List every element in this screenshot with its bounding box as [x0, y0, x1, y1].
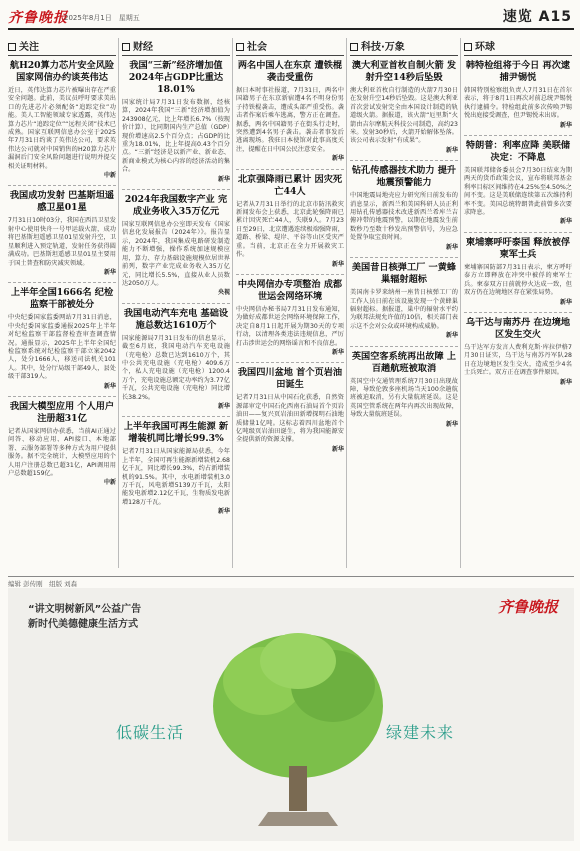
- story-headline[interactable]: 美国昔日核弹工厂 一黄蜂巢辐射超标: [351, 262, 457, 286]
- square-bullet-icon: [464, 43, 472, 51]
- ad-left-slogan: 低碳生活: [116, 723, 185, 742]
- story-body-text: 国家统计局7月31日发布数据，经核算，2024年我国“三新”经济增加值为243908亿元，比上年增长6.7%（按现价计算），比同期国内生产总值（GDP）现价增速高2.5个百分点；占GDP的比重为18.01%，比上年提高0.43个百分点。“三新”经济是以新产业、新业态、新商业模式为核心内容的经济活动的集合。: [122, 99, 230, 174]
- story-body: [236, 87, 344, 164]
- story-body: [8, 314, 116, 391]
- ad-campaign-title: “讲文明树新风”公益广告: [28, 604, 142, 615]
- news-story: [236, 279, 344, 357]
- story-body: [350, 378, 458, 429]
- story-credit: 新华: [217, 175, 230, 183]
- story-body-text: 柬埔寨国防部7月31日表示，柬方呼吁泰方立即释放在冲突中被俘的柬军士兵。柬泰双方日前就停火达成一致，但双方仍在边境地区存在紧张局势。: [464, 263, 572, 297]
- story-body-text: 中央纪委国家监委网站7月31日消息，中央纪委国家监委通报2025年上半年对纪检监察干部监督检查审查调查情况。通报显示，2025年上半年全国纪检监察系统对纪检监察干部立案2042人，处分1666人，移送司法机关101人。其中，处分厅局级干部49人，县处级干部319人。: [8, 314, 116, 381]
- story-body-text: 据日本时事社报道，7月31日，两名中国籍男子在东京新宿遭4名不明身份男子持铁棍袭击，遭成头部严重受伤。袭击者作案后乘车逃离，警方正在调查。据悉，两名中国籍男子在街头行走时，突然遭到4名男子袭击。袭击者事发后逃离现场。我驻日本使馆对此事高度关注，提醒在日中国公民注意安全。: [236, 87, 344, 153]
- story-divider: [464, 232, 572, 233]
- column-rule: [346, 38, 347, 568]
- column-header-label: 科技·万象: [361, 42, 405, 53]
- news-story: [464, 237, 572, 307]
- story-body: [8, 87, 116, 180]
- news-column: [350, 38, 458, 568]
- news-story: [122, 60, 230, 184]
- story-body-text: 乌干达军方发言人费利克斯·库拉伊格7月30日证实，乌干达与南苏丹军队28日在边境地区发生交火，造成至少4名士兵死亡。双方正在调查事件原因。: [464, 343, 572, 377]
- story-credit: 新华: [559, 298, 572, 306]
- column-header: [8, 38, 116, 56]
- story-divider: [350, 160, 458, 161]
- story-headline[interactable]: 中央网信办专项整治 成都世运会网络环境: [237, 278, 343, 302]
- story-headline[interactable]: 乌干达与南苏丹 在边境地区发生交火: [465, 316, 571, 340]
- news-column: [8, 38, 116, 568]
- story-headline[interactable]: 特朗普：利率应降 美联储决定：不降息: [465, 140, 571, 164]
- news-story: [350, 165, 458, 252]
- story-body-text: 澳大利亚首枚自行制造的火箭7月30日在发射升空14秒后坠毁。这是澳大利亚首次尝试发射完全由本国设计制造的轨道级火箭。据报道，该火箭“厄里斯”火箭由吉尔摩航天科技公司制造，高约23米。发射30秒后，火箭开始解体坠落。该公司表示发射“有成果”。: [350, 87, 458, 145]
- story-divider: [464, 135, 572, 136]
- story-body-text: 国家能源局7月31日发布的信息显示，截至6月底，我国电动汽车充电设施（充电枪）总数已达到1610万个，其中公共充电设施（充电枪）409.6万个，私人充电设施（充电枪）1200.4万个，充电设施总额定功率约为3.77亿千瓦，公共充电设施（充电枪）同比增长38.2%。: [122, 334, 230, 401]
- newspaper-logo: 齐鲁晚报: [8, 10, 68, 26]
- news-story: [8, 60, 116, 180]
- issue-date: 2025年8月1日 星期五: [64, 14, 140, 22]
- story-credit: 新华: [445, 146, 458, 154]
- story-credit: 新华: [331, 445, 344, 453]
- story-body: [8, 428, 116, 488]
- story-headline[interactable]: 我国大模型应用 个人用户注册超31亿: [9, 400, 115, 424]
- story-credit: 新华: [103, 268, 116, 276]
- story-body-text: 美国南卡罗来纳州一座昔日核弹工厂的工作人员日前在该设施发现一个黄蜂巢辐射超标。据报道，巢中的辐射水平约为联邦法规允许值的10倍，相关部门表示这不会对公众或环境构成威胁。: [350, 289, 458, 330]
- ad-campaign-subtitle: 新时代美德健康生活方式: [28, 619, 138, 630]
- news-story: [464, 60, 572, 130]
- story-credit: 新华: [445, 332, 458, 340]
- story-credit: 新华: [331, 155, 344, 163]
- masthead: [8, 4, 574, 30]
- story-body-text: 中国地震局地壳应力研究所日前发布的消息显示，新西兰和美国科研人员正利用钻孔传感器技术改进新西兰希库兰吉俯冲带的地震预警，以期在地震发生前数秒乃至数十秒发出预警信号，为应急处置争取宝贵时间。: [350, 192, 458, 242]
- story-headline[interactable]: 两名中国人在东京 遭铁棍袭击受重伤: [237, 60, 343, 83]
- story-credit: 新华: [559, 378, 572, 386]
- news-story: [8, 190, 116, 277]
- story-divider: [122, 416, 230, 417]
- column-header-label: 环球: [475, 42, 495, 53]
- news-story: [464, 317, 572, 387]
- story-body: [236, 201, 344, 269]
- story-body-text: 近日，英伟达算力芯片被曝出存在严重安全问题。此前，美议员呼吁要求美出口的先进芯片必须配备“追踪定位”功能。美人工智能领域专家透露，英伟达算力芯片“追踪定位”“远程关闭”技术已成熟。国家互联网信息办公室于2025年7月31日约谈了英伟达公司，要求英伟达公司就对中国销售的H20算力芯片漏洞后门安全风险问题进行说明并提交相关证明材料。: [8, 87, 116, 170]
- column-rule: [118, 38, 119, 568]
- story-headline[interactable]: 柬埔寨呼吁泰国 释放被俘柬军士兵: [465, 236, 571, 260]
- news-story: [350, 351, 458, 429]
- news-story: [122, 308, 230, 412]
- section-title: 速览 A15: [502, 9, 572, 25]
- story-divider: [122, 189, 230, 190]
- story-headline[interactable]: 我国成功发射 巴基斯坦遥感卫星01星: [9, 190, 115, 214]
- news-story: [236, 367, 344, 454]
- column-rule: [232, 38, 233, 568]
- green-tree-illustration: [203, 626, 393, 836]
- story-divider: [8, 185, 116, 186]
- story-divider: [464, 312, 572, 313]
- story-credit: 中新: [103, 479, 116, 487]
- story-headline[interactable]: 韩特检组将于今日 再次逮捕尹锡悦: [465, 60, 571, 83]
- story-body-text: 记者从国家网信办获悉，当前AI正通过问答、移动应用、API接口、本地部署、云服务部署等多种方式为用户提供服务。据不完全统计，大模型应用的个人用户注册总数已超31亿，API调用用户总数超159亿。: [8, 427, 116, 477]
- story-body: [122, 221, 230, 298]
- story-divider: [236, 274, 344, 275]
- story-body: [464, 87, 572, 130]
- story-body: [350, 289, 458, 340]
- story-headline[interactable]: 澳大利亚首枚自制火箭 发射升空14秒后坠毁: [351, 60, 457, 83]
- story-credit: 新华: [559, 218, 572, 226]
- story-credit: 新华: [217, 402, 230, 410]
- story-body-text: 美国联邦储备委员会7月30日结束为期两天的货币政策会议，宣布将联邦基金利率目标区间维持在4.25%至4.50%之间不变。这是美联储连续第五次维持利率不变。美国总统特朗普此前曾多次要求降息。: [464, 167, 572, 217]
- story-headline[interactable]: 上半年我国可再生能源 新增装机同比增长99.3%: [123, 421, 229, 445]
- story-headline[interactable]: 2024年我国数字产业 完成业务收入35万亿元: [124, 194, 228, 218]
- story-body-text: 记者从7月31日举行的北京市防汛救灾新闻发布会上获悉，北京此轮强降雨已累计因灾死亡44人，失联9人。7月23日至29日，北京遭遇连续极端强降雨，道路、桥梁、堤岸、平谷等山区受灾严重。当前，北京正在全力开展救灾工作。: [236, 200, 344, 259]
- column-header-label: 关注: [19, 42, 39, 53]
- story-headline[interactable]: 上半年全国1666名 纪检监察干部被处分: [10, 287, 114, 311]
- story-body: [464, 167, 572, 227]
- square-bullet-icon: [350, 43, 358, 51]
- news-story: [236, 60, 344, 164]
- story-headline[interactable]: 我国“三新”经济增加值 2024年占GDP比重达18.01%: [128, 60, 224, 95]
- ad-right-slogan: 绿建未来: [386, 723, 455, 742]
- story-credit: 新华: [445, 420, 458, 428]
- news-column: [122, 38, 230, 568]
- story-body: [464, 264, 572, 307]
- story-body: [236, 306, 344, 357]
- square-bullet-icon: [122, 43, 130, 51]
- news-story: [8, 287, 116, 391]
- story-credit: 中新: [103, 172, 116, 180]
- story-divider: [350, 346, 458, 347]
- story-credit: 新华: [331, 348, 344, 356]
- news-story: [350, 262, 458, 340]
- news-column: [464, 38, 572, 568]
- story-headline[interactable]: 我国电动汽车充电 基础设施总数达1610万个: [123, 307, 229, 331]
- story-headline[interactable]: 航H20算力芯片安全风险 国家网信办约谈英伟达: [9, 60, 115, 83]
- story-headline[interactable]: 北京强降雨已累计 因灾死亡44人: [237, 173, 343, 197]
- story-credit: 新华: [331, 260, 344, 268]
- news-story: [122, 194, 230, 298]
- story-body-text: 记者7月31日从国家能源局获悉，今年上半年，全国可再生能源新增装机2.68亿千瓦，同比增长99.3%，约占新增装机的91.5%。其中，水电新增装机3.0万千瓦，风电新增5139万千瓦，太阳能发电新增2.12亿千瓦，生物质发电新增128万千瓦。: [122, 448, 230, 506]
- news-story: [8, 401, 116, 488]
- story-body: [122, 335, 230, 412]
- column-header: [122, 38, 230, 56]
- story-headline[interactable]: 钻孔传感器技术助力 提升地震预警能力: [351, 165, 457, 189]
- story-body-text: 国家互联网信息办公室即天发布《国家信息化发展报告（2024年）》。报告显示，2024年，我国集成电路研发制造能力不断增强，操作系统加速规模应用，算力、存力基础设施规模位居世界前列，数字产业完成业务收入35万亿元，同比增长5.5%，直接从业人员数达2050万人。: [122, 221, 230, 287]
- story-divider: [236, 169, 344, 170]
- story-credit: 新华: [445, 243, 458, 251]
- story-divider: [122, 303, 230, 304]
- story-divider: [8, 396, 116, 397]
- story-body-text: 英国空中交通管理系统7月30日出现故障，导致伦敦多座机场当天100余趟航班被迫取消，另有大量航班延误。这是英国空管系统在两年内再次出现故障，导致大量航班延误。: [350, 377, 458, 419]
- news-story: [350, 60, 458, 155]
- story-divider: [236, 362, 344, 363]
- story-body: [236, 394, 344, 454]
- story-credit: 新华: [103, 382, 116, 390]
- column-rule: [460, 38, 461, 568]
- story-credit: 新华: [559, 121, 572, 129]
- story-divider: [8, 282, 116, 283]
- story-body: [122, 99, 230, 184]
- editor-credits: 编辑 彭传刚 组版 刘森: [8, 576, 574, 588]
- story-headline[interactable]: 英国空客系统再出故障 上百趟航班被取消: [351, 350, 457, 374]
- story-body-text: 韩国特别检察组负责人7月31日在首尔表示，将于8月1日再次对前总统尹锡悦执行逮捕令。特检组此前多次传唤尹锡悦出庭接受调查，但尹锡悦未出席。: [464, 87, 572, 120]
- story-headline[interactable]: 我国四川盆地 首个页岩油田诞生: [237, 367, 343, 391]
- square-bullet-icon: [236, 43, 244, 51]
- story-body: [122, 448, 230, 516]
- story-credit: 新华: [217, 508, 230, 516]
- story-body: [350, 192, 458, 252]
- news-column: [236, 38, 344, 568]
- story-body: [464, 344, 572, 387]
- column-header: [464, 38, 572, 56]
- square-bullet-icon: [8, 43, 16, 51]
- column-header-label: 财经: [133, 42, 153, 53]
- news-story: [464, 140, 572, 227]
- story-body-text: 中央网信办秘书局7月31日发布通知，为做好成都世运会网络环境保障工作，决定自8月1日起开展为期30天的专项行动，以清理各类违法违规信息，严厉打击涉世运会的网络谣言和不良信息。: [236, 305, 344, 347]
- column-header: [350, 38, 458, 56]
- column-header: [236, 38, 344, 56]
- story-divider: [350, 257, 458, 258]
- story-body-text: 记者7月31日从中国石化获悉，自然资源部审定中国石化西南石油局首个页岩油田——复兴页岩油田新增探明石油地质储量1亿吨。这标志着四川盆地首个亿吨级页岩油田诞生，将为我国能源安全提供新的资源支撑。: [236, 394, 344, 444]
- story-body: [8, 217, 116, 277]
- ad-newspaper-logo: 齐鲁晚报: [497, 598, 558, 616]
- news-story: [122, 421, 230, 516]
- story-body: [350, 87, 458, 155]
- public-service-ad: [8, 588, 574, 841]
- story-credit: 央视: [217, 289, 230, 297]
- story-body-text: 7月31日10时03分，我国在西昌卫星发射中心使用快舟一号甲运载火箭，成功将巴基斯坦遥感卫星01星发射升空，卫星顺利进入预定轨道，发射任务获得圆满成功。巴基斯坦遥感卫星01星主要用于国土普查和防灾减灾领域。: [8, 217, 116, 267]
- column-header-label: 社会: [247, 42, 267, 53]
- news-story: [236, 174, 344, 269]
